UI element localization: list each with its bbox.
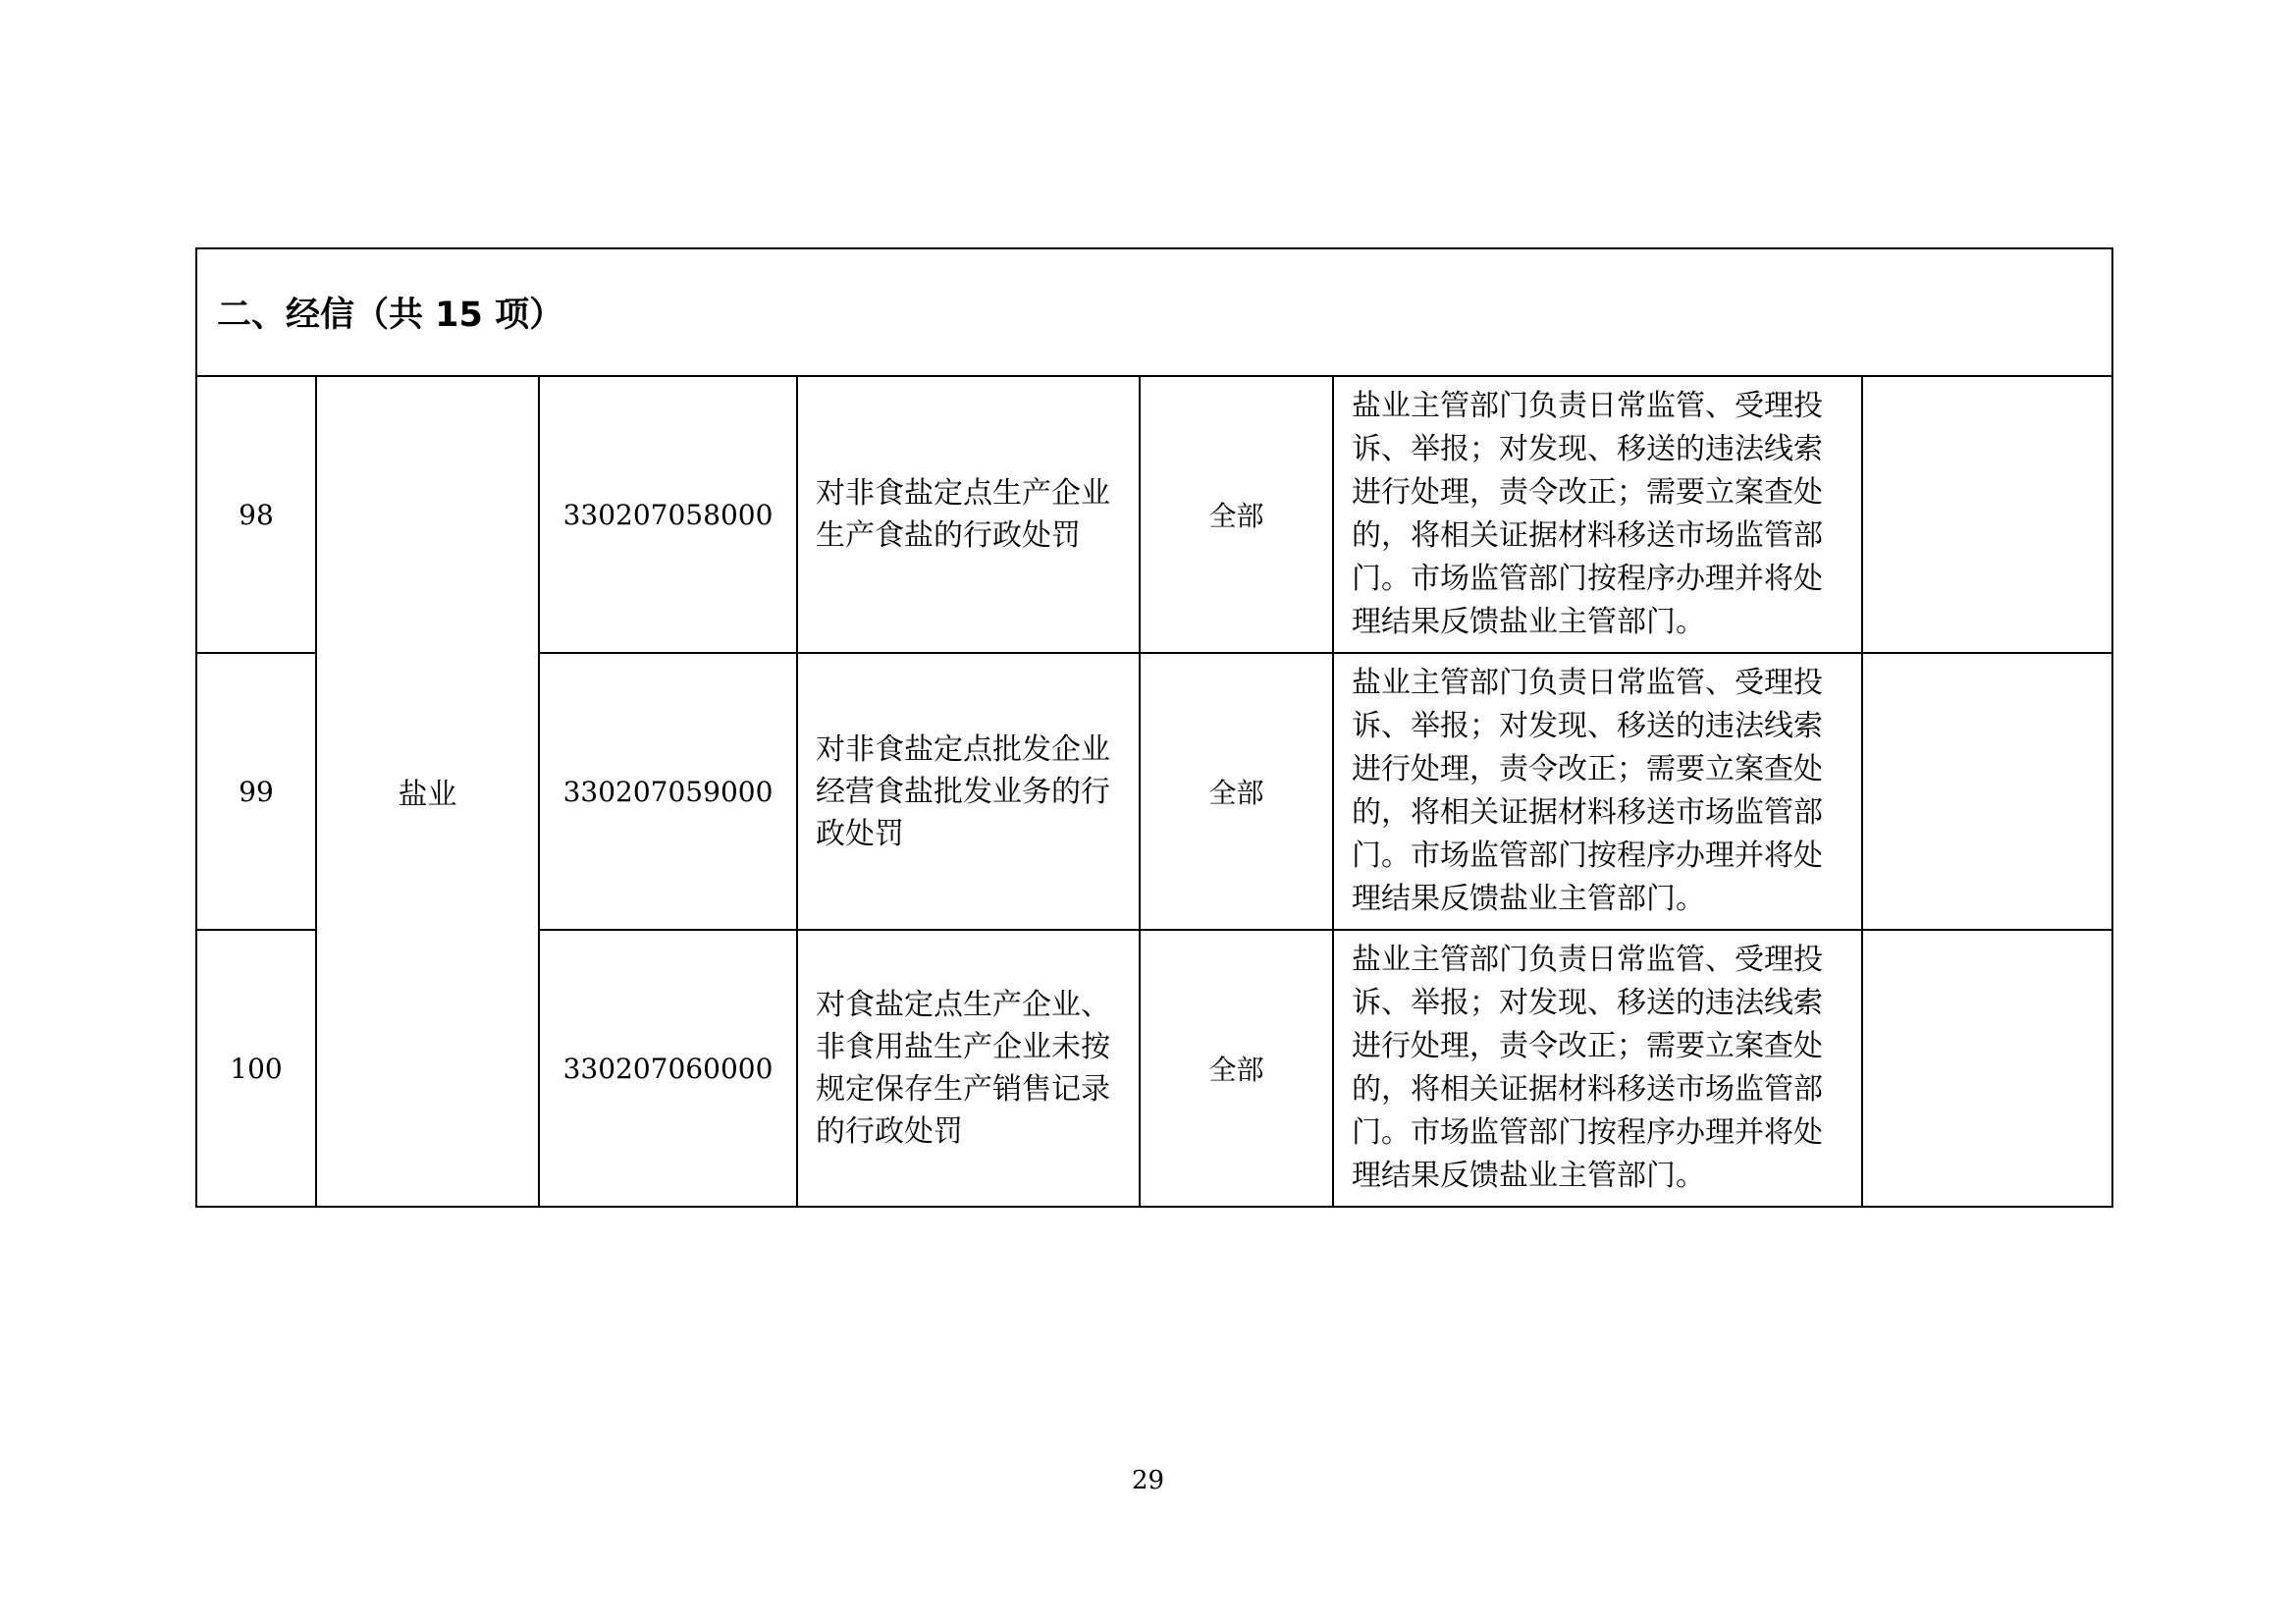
item-code: 330207060000 [539,930,797,1207]
item-remark [1862,653,2112,930]
item-scope: 全部 [1140,376,1333,653]
row-index: 99 [196,653,316,930]
item-duty: 盐业主管部门负责日常监管、受理投诉、举报；对发现、移送的违法线索进行处理，责令改正；需要立案查处的，将相关证据材料移送市场监管部门。市场监管部门按程序办理并将处理结果反馈盐业主管部门。 [1333,376,1862,653]
row-index: 98 [196,376,316,653]
item-code: 330207059000 [539,653,797,930]
section-header-row [196,248,2112,376]
table-row [196,376,2112,653]
item-name: 对非食盐定点生产企业生产食盐的行政处罚 [797,376,1140,653]
section-title: 二、经信（共 15 项） [196,248,2112,376]
item-duty: 盐业主管部门负责日常监管、受理投诉、举报；对发现、移送的违法线索进行处理，责令改正；需要立案查处的，将相关证据材料移送市场监管部门。市场监管部门按程序办理并将处理结果反馈盐业主管部门。 [1333,930,1862,1207]
item-remark [1862,930,2112,1207]
category-cell: 盐业 [316,376,539,1207]
row-index: 100 [196,930,316,1207]
matters-table [195,247,2113,1208]
item-name: 对非食盐定点批发企业经营食盐批发业务的行政处罚 [797,653,1140,930]
page-number: 29 [1131,1466,1165,1495]
item-scope: 全部 [1140,653,1333,930]
item-code: 330207058000 [539,376,797,653]
item-duty: 盐业主管部门负责日常监管、受理投诉、举报；对发现、移送的违法线索进行处理，责令改正；需要立案查处的，将相关证据材料移送市场监管部门。市场监管部门按程序办理并将处理结果反馈盐业主管部门。 [1333,653,1862,930]
item-remark [1862,376,2112,653]
item-scope: 全部 [1140,930,1333,1207]
item-name: 对食盐定点生产企业、非食用盐生产企业未按规定保存生产销售记录的行政处罚 [797,930,1140,1207]
